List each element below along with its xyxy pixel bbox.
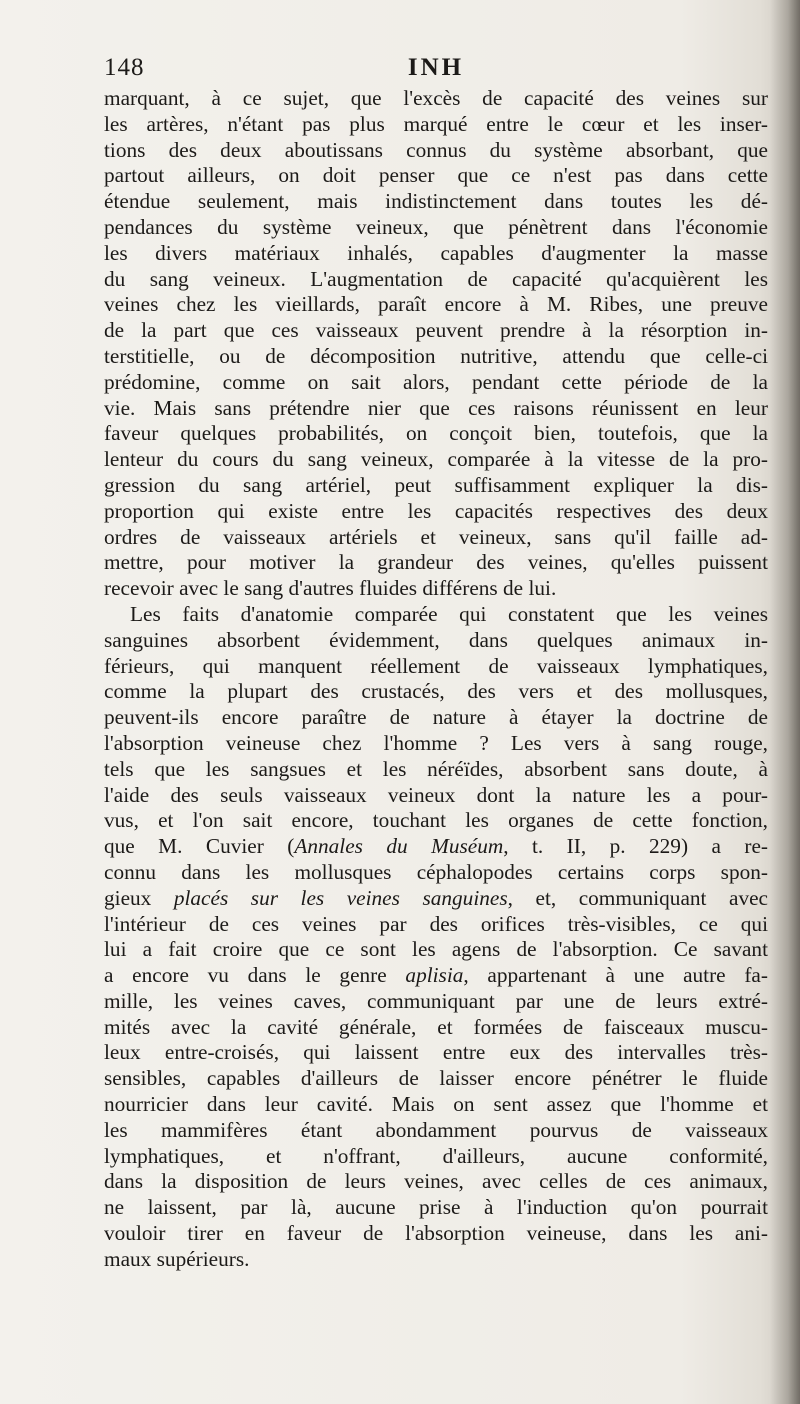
text-line: tions des deux aboutissans connus du système absorbant, que	[104, 137, 768, 162]
text-line: férieurs, qui manquent réellement de vaisseaux lymphatiques,	[104, 653, 768, 678]
text-line: sensibles, capables d'ailleurs de laisser encore pénétrer le fluide	[104, 1066, 768, 1091]
text-line: sanguines absorbent évidemment, dans quelques animaux in-	[104, 627, 768, 652]
page-gutter-shadow	[770, 0, 800, 1404]
text-line: peuvent-ils encore paraître de nature à étayer la doctrine de	[104, 705, 768, 730]
text-line: recevoir avec le sang d'autres fluides différens de lui.	[104, 576, 557, 601]
text-line: l'aide des seuls vaisseaux veineux dont la nature les a pour-	[104, 782, 768, 807]
text-line-citation	[104, 834, 768, 860]
text-line: lenteur du cours du sang veineux, comparée à la vitesse de la pro-	[104, 447, 768, 472]
text-fragment: , et, communiquant avec	[507, 885, 769, 910]
text-line: lui a fait croire que ce sont les agens de l'absorption. Ce savant	[104, 937, 768, 962]
text-line: de la part que ces vaisseaux peuvent prendre à la résorption in-	[104, 318, 768, 343]
paragraph-2	[104, 602, 768, 1273]
running-head: INH	[407, 54, 465, 81]
text-line: lymphatiques, et n'offrant, d'ailleurs, aucune conformité,	[104, 1143, 768, 1168]
text-fragment: , t. II, p. 229) a re-	[503, 834, 768, 859]
text-line-emphasis	[104, 886, 768, 912]
text-line-genus	[104, 963, 768, 989]
text-line: les artères, n'étant pas plus marqué entre le cœur et les inser-	[104, 111, 768, 136]
text-line: l'absorption veineuse chez l'homme ? Les vers à sang rouge,	[104, 730, 768, 755]
text-line: les divers matériaux inhalés, capables d'augmenter la masse	[104, 240, 768, 265]
text-line: dans la disposition de leurs veines, avec celles de ces animaux,	[104, 1169, 768, 1194]
text-line: tels que les sangsues et les néréïdes, absorbent sans doute, à	[104, 756, 768, 781]
italic-genus: aplisia	[405, 963, 464, 988]
text-line: vus, et l'on sait encore, touchant les organes de cette fonction,	[104, 808, 768, 833]
text-line: l'intérieur de ces veines par des orifices très-visibles, ce qui	[104, 911, 768, 936]
page-number: 148	[104, 54, 145, 81]
text-line: du sang veineux. L'augmentation de capacité qu'acquièrent les	[104, 266, 768, 291]
text-line: prédomine, comme on sait alors, pendant cette période de la	[104, 369, 768, 394]
paragraph-1	[104, 86, 768, 602]
text-line: pendances du système veineux, que pénètrent dans l'économie	[104, 214, 768, 239]
page-header	[104, 54, 768, 88]
body-text	[104, 86, 768, 1273]
text-line: mettre, pour motiver la grandeur des veines, qu'elles puissent	[104, 550, 768, 575]
text-line: connu dans les mollusques céphalopodes certains corps spon-	[104, 859, 768, 884]
text-line: faveur quelques probabilités, on conçoit bien, toutefois, que la	[104, 421, 768, 446]
text-line: Les faits d'anatomie comparée qui constatent que les veines	[130, 601, 768, 626]
italic-title: Annales du Muséum	[294, 834, 504, 859]
text-line: mille, les veines caves, communiquant par une de leurs extré-	[104, 988, 768, 1013]
text-fragment: , appartenant à une autre fa-	[463, 963, 768, 988]
text-line: ne laissent, par là, aucune prise à l'induction qu'on pourrait	[104, 1195, 768, 1220]
text-line: nourricier dans leur cavité. Mais on sent assez que l'homme et	[104, 1092, 768, 1117]
text-line: gression du sang artériel, peut suffisamment expliquer la dis-	[104, 472, 768, 497]
text-line: comme la plupart des crustacés, des vers et des mollusques,	[104, 679, 768, 704]
italic-phrase: placés sur les veines sanguines	[173, 885, 508, 910]
text-line: partout ailleurs, on doit penser que ce n'est pas dans cette	[104, 163, 768, 188]
text-line: marquant, à ce sujet, que l'excès de capacité des veines sur	[104, 86, 768, 110]
text-line: étendue seulement, mais indistinctement dans toutes les dé-	[104, 189, 768, 214]
text-line: maux supérieurs.	[104, 1246, 250, 1271]
text-line: les mammifères étant abondamment pourvus de vaisseaux	[104, 1117, 768, 1142]
text-fragment: gieux	[104, 885, 174, 910]
text-line: terstitielle, ou de décomposition nutritive, attendu que celle-ci	[104, 343, 768, 368]
text-line: proportion qui existe entre les capacités respectives des deux	[104, 498, 768, 523]
text-line: veines chez les vieillards, paraît encore à M. Ribes, une preuve	[104, 292, 768, 317]
text-fragment: que M. Cuvier (	[104, 834, 295, 859]
text-fragment: a encore vu dans le genre	[104, 963, 406, 988]
text-line: vouloir tirer en faveur de l'absorption veineuse, dans les ani-	[104, 1221, 768, 1246]
text-line: ordres de vaisseaux artériels et veineux, sans qu'il faille ad-	[104, 524, 768, 549]
text-line: leux entre-croisés, qui laissent entre eux des intervalles très-	[104, 1040, 768, 1065]
text-line: mités avec la cavité générale, et formées de faisceaux muscu-	[104, 1014, 768, 1039]
text-line: vie. Mais sans prétendre nier que ces raisons réunissent en leur	[104, 395, 768, 420]
